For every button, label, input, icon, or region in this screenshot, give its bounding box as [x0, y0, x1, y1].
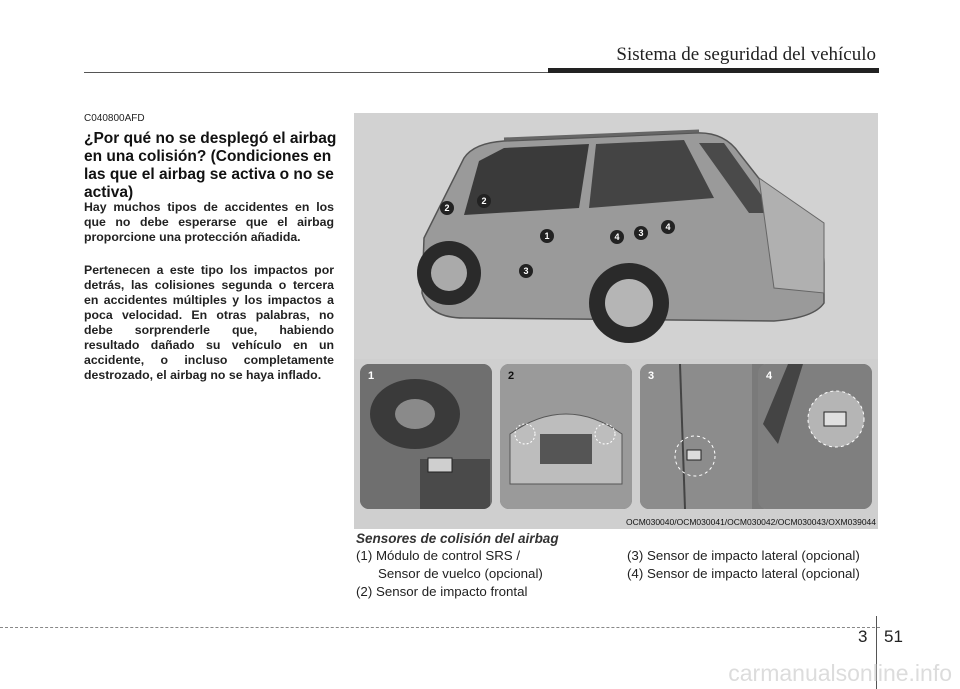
panel-3-badge: 3: [648, 370, 655, 382]
caption-title: Sensores de colisión del airbag: [356, 531, 559, 546]
caption-item-1: (1) Módulo de control SRS /: [356, 548, 521, 563]
figure-reference-codes: OCM030040/OCM030041/OCM030042/OCM030043/OXM039044: [626, 517, 876, 527]
section-heading: ¿Por qué no se desplegó el airbag en una colisión? (Condiciones en las que el airbag se activa o no se activa): [84, 130, 337, 201]
paragraph-examples: Pertenecen a este tipo los impactos por detrás, las colisiones segunda o tercera en accidentes múltiples y los impactos a poca velocidad. En otras palabras, no debe sorprenderle que, habiendo resultado dañado su vehículo en un accidente, o incluso completamente destrozado, el airbag no se haya inflado.: [84, 263, 334, 382]
paragraph-intro: Hay muchos tipos de accidentes en los que no debe esperarse que el airbag proporcione una protección añadida.: [84, 200, 334, 244]
panel-front-sensor: [500, 364, 632, 509]
panel-side-sensor-pillar: [758, 364, 872, 509]
panel-side-sensor-door: [640, 364, 772, 509]
section-number: 3: [858, 627, 868, 646]
caption-item-3: (3) Sensor de impacto lateral (opcional): [627, 548, 860, 563]
page-number: 51: [884, 627, 903, 646]
header-rule-bold: [548, 68, 879, 73]
callout-4a-label: 4: [614, 232, 620, 242]
header-title: Sistema de seguridad del vehículo: [616, 44, 876, 65]
panel-4-badge: 4: [766, 370, 773, 382]
footer-rule: [0, 627, 880, 628]
airbag-sensor-figure: [354, 113, 878, 529]
vehicle-illustration: [354, 113, 878, 359]
callout-4b-label: 4: [665, 222, 671, 232]
callout-2a-label: 2: [444, 203, 450, 213]
panel-1-badge: 1: [368, 370, 375, 382]
caption-item-4: (4) Sensor de impacto lateral (opcional): [627, 566, 860, 581]
section-code: C040800AFD: [84, 113, 145, 124]
panel-srs-module: [360, 364, 492, 509]
panel-2-badge: 2: [508, 370, 515, 382]
callout-1-label: 1: [544, 231, 550, 241]
caption-item-1b: Sensor de vuelco (opcional): [378, 566, 543, 581]
callout-3a-label: 3: [523, 266, 529, 276]
watermark: carmanualsonline.info: [728, 660, 952, 686]
caption-item-2: (2) Sensor de impacto frontal: [356, 584, 528, 599]
callout-2b-label: 2: [481, 196, 487, 206]
callout-3b-label: 3: [638, 228, 644, 238]
